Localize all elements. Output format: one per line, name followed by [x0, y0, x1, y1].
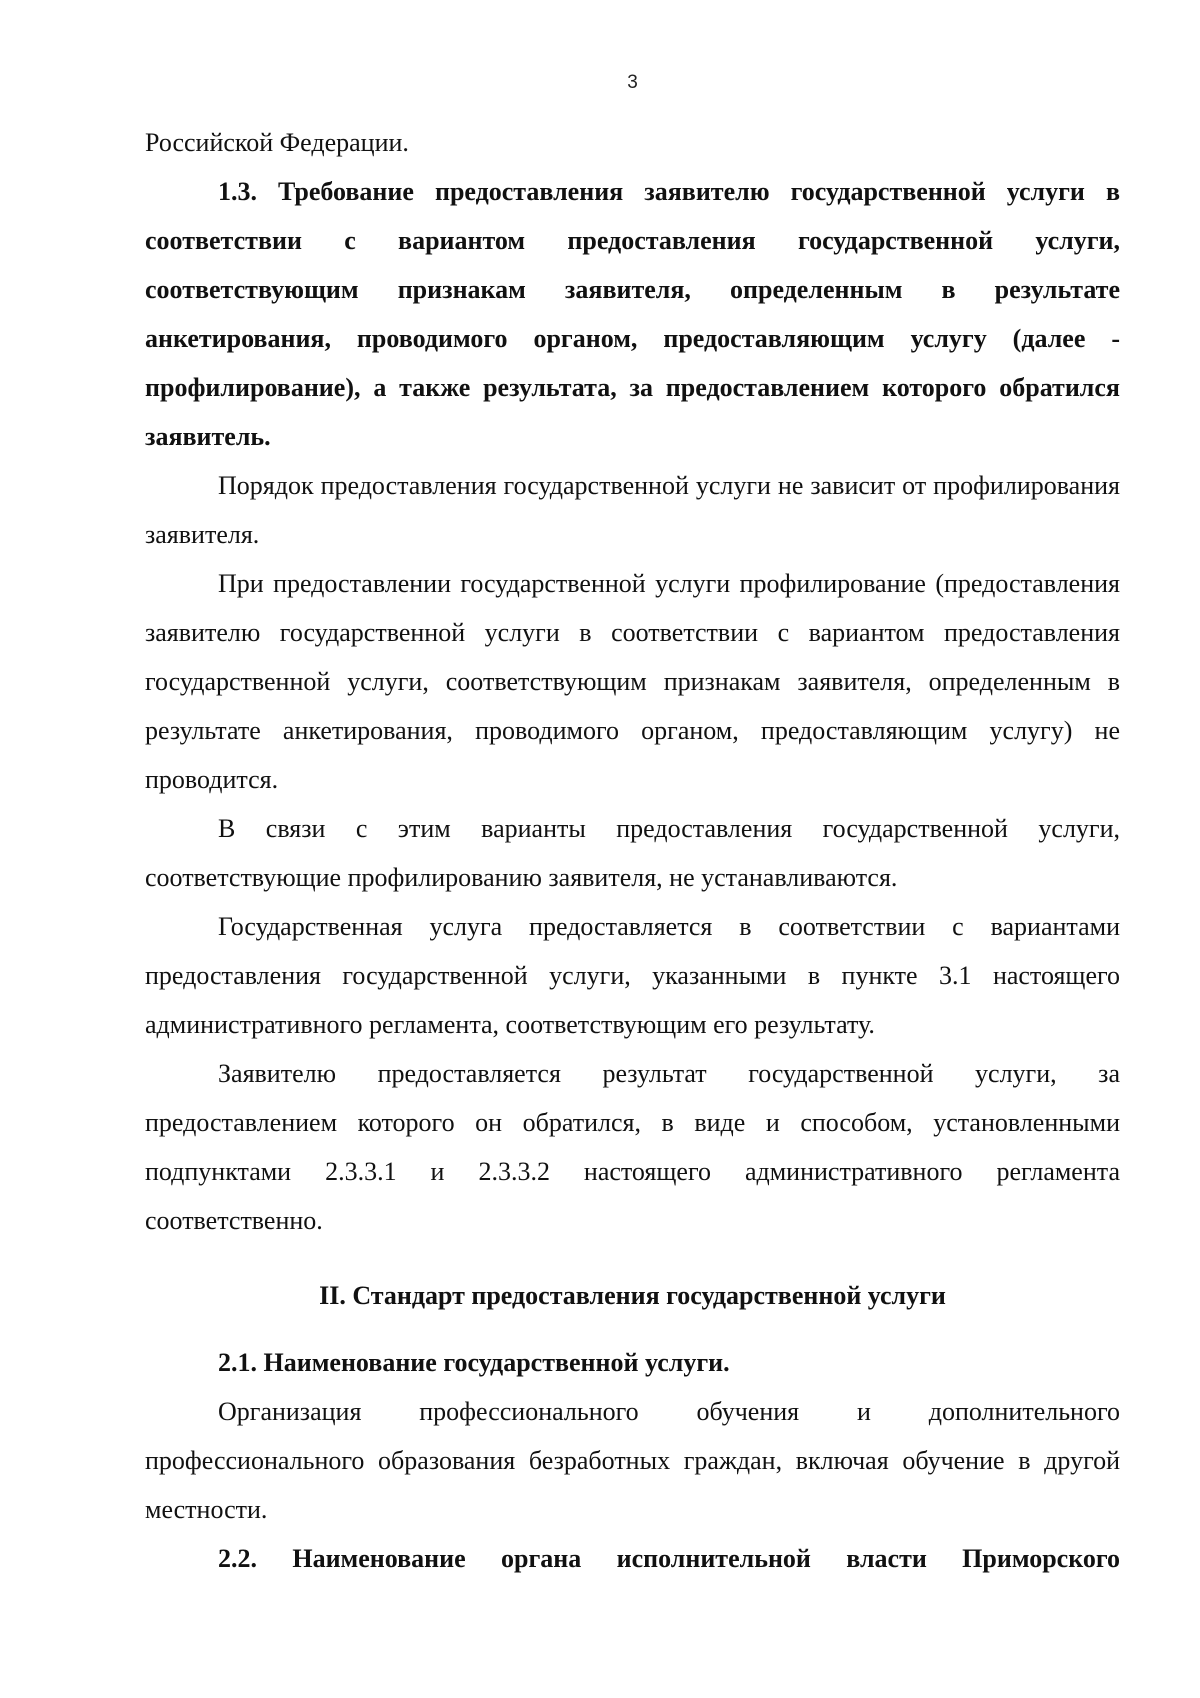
- document-body: [145, 118, 1120, 1583]
- subsection-heading-1-3: 1.3. Требование предоставления заявителю государственной услуги в соответствии с вариантом предоставления государственной услуги, соответствующим признакам заявителя, определенным в результате анкетирования, проводимого органом, предоставляющим услугу (далее - профилирование), а также результата, за предоставлением которого обратился заявитель.: [145, 177, 1120, 451]
- paragraph-service-name: Организация профессионального обучения и дополнительного профессионального образования безработных граждан, включая обучение в другой местности.: [145, 1397, 1120, 1524]
- section-title-ii: II. Стандарт предоставления государственной услуги: [319, 1281, 946, 1310]
- paragraph-profiling-not-conducted: При предоставлении государственной услуги профилирование (предоставления заявителю государственной услуги в соответствии с вариантом предоставления государственной услуги, соответствующим признакам заявителя, определенным в результате анкетирования, проводимого органом, предоставляющим услугу) не проводится.: [145, 569, 1120, 794]
- paragraph-result-provided: Заявителю предоставляется результат государственной услуги, за предоставлением которого он обратился, в виде и способом, установленными подпунктами 2.3.3.1 и 2.3.3.2 настоящего административного регламента соответственно.: [145, 1059, 1120, 1235]
- paragraph-variants-not-set: В связи с этим варианты предоставления государственной услуги, соответствующие профилированию заявителя, не устанавливаются.: [145, 814, 1120, 892]
- paragraph-service-variants: Государственная услуга предоставляется в соответствии с вариантами предоставления государственной услуги, указанными в пункте 3.1 настоящего административного регламента, соответствующим его результату.: [145, 912, 1120, 1039]
- subsection-heading-2-1: 2.1. Наименование государственной услуги.: [218, 1348, 730, 1377]
- subsection-heading-2-2: 2.2. Наименование органа исполнительной власти Приморского: [218, 1544, 1120, 1573]
- paragraph-profiling-order: Порядок предоставления государственной услуги не зависит от профилирования заявителя.: [145, 471, 1120, 549]
- page-number: 3: [627, 72, 638, 93]
- paragraph-continuation: Российской Федерации.: [145, 128, 409, 157]
